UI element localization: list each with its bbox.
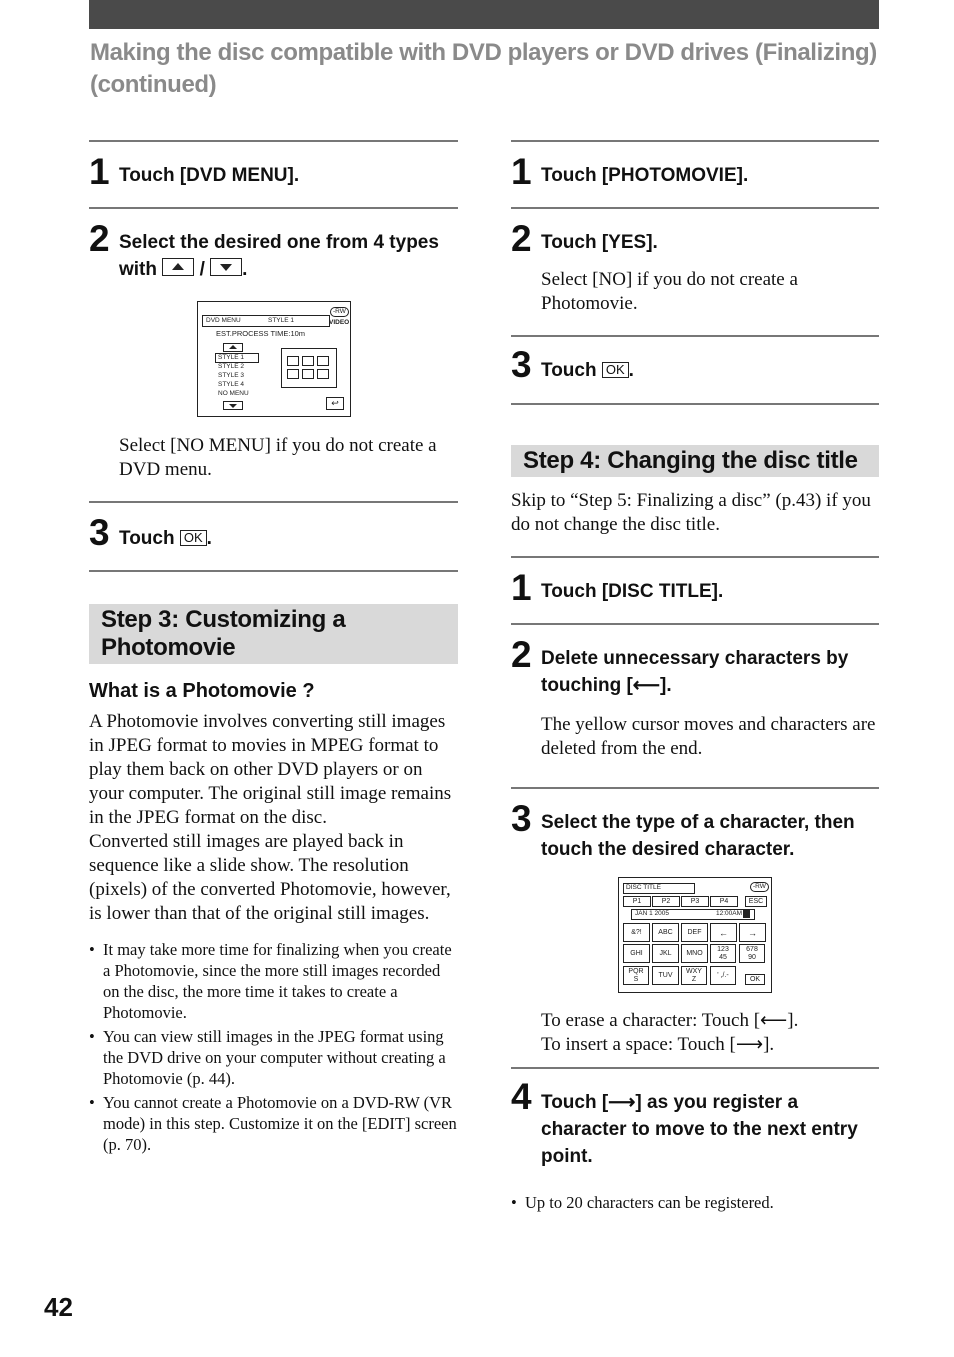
menu-preview <box>281 348 337 388</box>
divider <box>511 403 879 405</box>
down-arrow-icon <box>220 264 232 271</box>
char-key: DEF <box>681 923 708 942</box>
step-number: 2 <box>511 218 532 259</box>
step-heading <box>541 345 879 384</box>
style-option: STYLE 1 <box>218 354 245 361</box>
step-heading: Touch [DVD MENU]. <box>119 165 300 186</box>
disc-title-label: DISC TITLE <box>626 884 661 891</box>
divider <box>511 207 879 209</box>
step-text: Select the desired one from 4 types with <box>119 232 439 280</box>
step-2-note: Select [NO MENU] if you do not create a DVD menu. <box>119 435 437 480</box>
step-heading: Delete unnecessary characters by touching [⟵]. <box>541 648 849 696</box>
thumbnail <box>317 369 329 379</box>
up-arrow-icon <box>172 263 184 270</box>
divider <box>511 140 879 142</box>
subheading: What is a Photomovie ? <box>89 680 315 702</box>
return-icon: ↩ <box>326 397 344 410</box>
dvd-menu-screen <box>197 301 351 417</box>
scroll-up-button <box>223 343 243 352</box>
page-number: 42 <box>44 1292 73 1322</box>
page-tab: P2 <box>652 896 680 907</box>
right-column <box>511 140 879 1216</box>
style-option: STYLE 2 <box>218 363 245 370</box>
divider <box>89 501 458 503</box>
disc-title-screen <box>618 877 772 993</box>
step-number: 4 <box>511 1076 532 1117</box>
page-title: Making the disc compatible with DVD players or DVD drives (Finalizing) (continued) <box>90 39 877 98</box>
step-number: 1 <box>89 151 110 192</box>
rw-badge: -RW <box>750 882 769 892</box>
step-heading <box>119 513 458 552</box>
step-number: 3 <box>511 798 532 839</box>
up-arrow-button <box>162 258 194 276</box>
paragraph: Converted still images are played back in sequence like a slide show. The resolution (pixels) of the converted Photomovie, however, is lower than that of the original still images. <box>89 831 451 924</box>
list-item: • You cannot create a Photomovie on a DVD-RW (VR mode) in this step. Customize it on the [EDIT] screen (p. 70). <box>89 1092 458 1155</box>
char-key: &?! <box>623 923 650 942</box>
left-column <box>89 140 458 1158</box>
step-2-note: Select [NO] if you do not create a Photomovie. <box>541 269 798 314</box>
divider <box>511 556 879 558</box>
section-heading: Step 3: Customizing a Photomovie <box>89 604 458 664</box>
step-1-photomovie <box>511 152 879 207</box>
step-number: 3 <box>89 512 110 553</box>
step-4-register <box>511 1077 879 1170</box>
char-key: PQR S <box>623 966 649 985</box>
thumbnail <box>287 356 299 366</box>
ok-button: OK <box>180 530 207 546</box>
step-3-touch-ok <box>89 513 458 570</box>
divider <box>89 207 458 209</box>
step-heading: Select the type of a character, then touch the desired character. <box>541 812 855 860</box>
char-key: 678 90 <box>739 944 765 963</box>
step-heading: Touch [PHOTOMOVIE]. <box>541 165 749 186</box>
separator: / <box>199 259 205 280</box>
insert-instruction: To insert a space: Touch [⟶]. <box>541 1034 775 1055</box>
char-key: MNO <box>681 944 708 963</box>
erase-instruction: To erase a character: Touch [⟵]. <box>541 1010 799 1031</box>
page-tab: P4 <box>710 896 738 907</box>
char-key: TUV <box>652 966 679 985</box>
backspace-key: ← <box>710 923 737 942</box>
style-option: NO MENU <box>218 390 249 397</box>
step-3-select-type <box>511 799 879 863</box>
char-key: JKL <box>652 944 679 963</box>
step-heading: Touch [YES]. <box>541 232 658 253</box>
step-heading: Touch [⟶] as you register a character to move to the next entry point. <box>541 1092 858 1167</box>
divider <box>511 1067 879 1069</box>
scroll-down-button <box>223 401 243 410</box>
step-number: 2 <box>511 634 532 675</box>
char-key: ' ,/.- <box>710 966 736 985</box>
step-heading <box>119 219 458 283</box>
step-2-delete <box>511 635 879 699</box>
list-item: • Up to 20 characters can be registered. <box>511 1192 879 1213</box>
dvd-menu-label: DVD MENU <box>206 317 241 324</box>
step-number: 2 <box>89 218 110 259</box>
section-heading: Step 4: Changing the disc title <box>511 445 879 477</box>
notes-list <box>89 939 458 1155</box>
period: . <box>628 360 634 381</box>
divider <box>511 787 879 789</box>
space-key: → <box>739 923 766 942</box>
title-date: JAN 1 2005 <box>635 910 669 917</box>
step-2-select-type <box>89 219 458 283</box>
title-time: 12:00AM <box>716 910 743 917</box>
paragraph: A Photomovie involves converting still images in JPEG format to movies in MPEG format to play them back on other DVD players or on your computer. The original still image remains in the JPEG format on the disc. <box>89 711 452 828</box>
step-heading: Touch [DISC TITLE]. <box>541 581 724 602</box>
char-key: ABC <box>652 923 679 942</box>
list-item: • It may take more time for finalizing when you create a Photomovie, since the more still images recorded on the disc, the more time it takes to create a Photomovie. <box>89 939 458 1023</box>
step-number: 1 <box>511 567 532 608</box>
esc-button: ESC <box>745 896 767 907</box>
thumbnail <box>302 356 314 366</box>
style-option: STYLE 3 <box>218 372 245 379</box>
divider <box>89 570 458 572</box>
char-key: 123 45 <box>710 944 736 963</box>
step-text: Touch <box>119 528 175 549</box>
est-time: EST.PROCESS TIME:10m <box>216 329 306 338</box>
ok-button: OK <box>602 362 629 378</box>
down-arrow-icon <box>229 404 237 408</box>
step-2-yes <box>511 218 879 259</box>
divider <box>89 140 458 142</box>
ok-button: OK <box>745 974 765 985</box>
thumbnail <box>287 369 299 379</box>
list-item: • You can view still images in the JPEG format using the DVD drive on your computer without creating a Photomovie (p. 44). <box>89 1026 458 1089</box>
divider <box>511 335 879 337</box>
style-option: STYLE 4 <box>218 381 245 388</box>
down-arrow-button <box>210 258 242 276</box>
step-2-note: The yellow cursor moves and characters are deleted from the end. <box>541 714 876 759</box>
rw-badge: -RW <box>330 307 349 317</box>
video-badge: VIDEO <box>329 319 350 326</box>
char-key: GHI <box>623 944 650 963</box>
period: . <box>242 259 248 280</box>
cursor <box>743 910 750 918</box>
page-tab: P3 <box>681 896 709 907</box>
up-arrow-icon <box>229 345 237 349</box>
step-3-touch-ok <box>511 345 879 403</box>
thumbnail <box>302 369 314 379</box>
page-tab: P1 <box>623 896 651 907</box>
step-text: Touch <box>541 360 597 381</box>
style-label: STYLE 1 <box>268 317 295 324</box>
period: . <box>206 528 212 549</box>
divider <box>511 623 879 625</box>
header-bar <box>89 0 879 29</box>
step-number: 1 <box>511 151 532 192</box>
intro-paragraph: Skip to “Step 5: Finalizing a disc” (p.43) if you do not change the disc title. <box>511 490 871 535</box>
step-1-dvd-menu <box>89 152 458 207</box>
step-1-disc-title <box>511 568 879 623</box>
notes-list <box>511 1192 879 1213</box>
step-number: 3 <box>511 344 532 385</box>
char-key: WXY Z <box>681 966 707 985</box>
thumbnail <box>317 356 329 366</box>
